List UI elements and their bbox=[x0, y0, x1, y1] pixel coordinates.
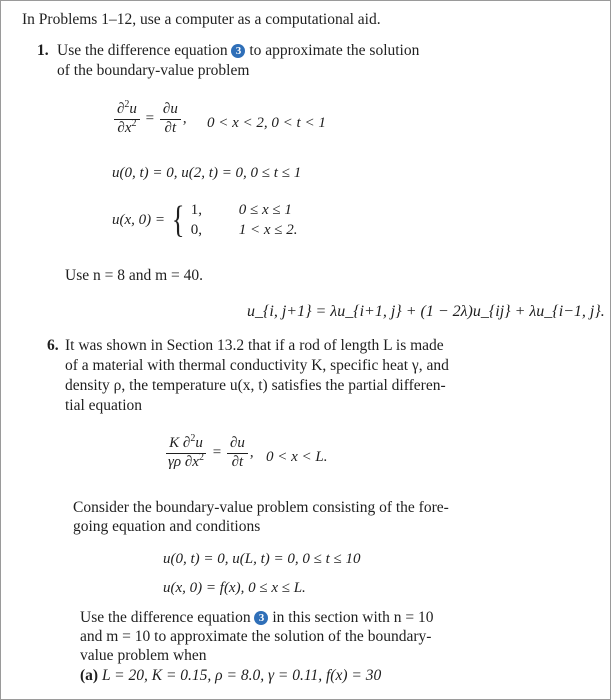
ic-case-1-condition: 0 ≤ x ≤ 1 bbox=[238, 202, 292, 218]
problem-6-line-4: tial equation bbox=[65, 397, 143, 414]
problem-1-pde-domain: 0 < x < 2, 0 < t < 1 bbox=[207, 115, 326, 131]
problem-6-use-line-2: and m = 10 to approximate the solution of the boundary- bbox=[80, 628, 432, 645]
ic-cases bbox=[191, 200, 298, 241]
problem-6-consider-line-2: going equation and conditions bbox=[73, 518, 261, 535]
problem-1-text-b: to approximate the solution bbox=[249, 42, 420, 59]
problem-6-use-b: in this section with n = 10 bbox=[272, 609, 434, 626]
problem-1-initial-condition bbox=[112, 200, 298, 241]
ic-case-1-value: 1, bbox=[190, 202, 203, 218]
problem-6-line-1: It was shown in Section 13.2 that if a rod of length L is made bbox=[65, 337, 444, 354]
problem-6-line-2: of a material with thermal conductivity K, specific heat γ, and bbox=[65, 357, 449, 374]
problem-1-use-values: Use n = 8 and m = 40. bbox=[65, 267, 204, 284]
problem-6-consider-line-1: Consider the boundary-value problem consisting of the fore- bbox=[73, 499, 449, 516]
problem-6-line-3: density ρ, the temperature u(x, t) satisfies the partial differen- bbox=[65, 377, 446, 394]
equation-ref-link[interactable]: 3 bbox=[231, 44, 245, 58]
problem-1-line-1 bbox=[57, 41, 419, 60]
problem-6-use-a: Use the difference equation bbox=[80, 609, 251, 626]
problem-6-part-a bbox=[80, 666, 381, 685]
problem-6-pde: $\frac{K \partial^2u}{\gamma\rho \partial x^2}$ = $\frac{\partial u}{\partial t}$ , bbox=[163, 436, 254, 471]
problem-6-use-line-1 bbox=[80, 608, 433, 627]
equation-ref-link-6[interactable]: 3 bbox=[254, 611, 268, 625]
problem-1-pde: $\frac{\partial^2u}{\partial x^2}$ = $\frac{\partial u}{\partial t}$ , bbox=[112, 102, 187, 137]
problem-1-boundary-conditions: u(0, t) = 0, u(2, t) = 0, 0 ≤ t ≤ 1 bbox=[112, 165, 302, 181]
ic-case-2-value: 0, bbox=[190, 222, 203, 239]
difference-equation: u_{i, j+1} = λu_{i+1, j} + (1 − 2λ)u_{ij} + λu_{i−1, j}. bbox=[247, 303, 605, 320]
problem-1-number: 1. bbox=[37, 42, 49, 59]
problem-6-use-line-3: value problem when bbox=[80, 647, 207, 664]
brace-symbol: { bbox=[171, 199, 185, 242]
part-a-values: L = 20, K = 0.15, ρ = 8.0, γ = 0.11, f(x) = 30 bbox=[101, 667, 382, 684]
problem-6-number: 6. bbox=[47, 337, 59, 354]
problem-6-boundary-conditions: u(0, t) = 0, u(L, t) = 0, 0 ≤ t ≤ 10 bbox=[163, 551, 361, 567]
part-a-label: (a) bbox=[80, 667, 99, 684]
ic-lhs: u(x, 0) = bbox=[112, 211, 166, 228]
problem-1-line-2: of the boundary-value problem bbox=[57, 62, 250, 79]
du-dt-fraction-6: $\frac{\partial u}{\partial t}$ bbox=[227, 436, 248, 471]
problem-6-pde-domain: 0 < x < L. bbox=[266, 449, 328, 465]
ic-case-2-condition: 1 < x ≤ 2. bbox=[238, 222, 298, 239]
problem-1-text-a: Use the difference equation bbox=[57, 42, 228, 59]
d2u-dx2-fraction: $\frac{\partial^2u}{\partial x^2}$ bbox=[114, 102, 140, 137]
problem-6-initial-condition: u(x, 0) = f(x), 0 ≤ x ≤ L. bbox=[163, 580, 306, 596]
k-over-gamma-rho-fraction: $\frac{K \partial^2u}{\gamma\rho \partial x^2}$ bbox=[168, 433, 204, 470]
du-dt-fraction: $\frac{\partial u}{\partial t}$ bbox=[160, 102, 181, 137]
intro-text: In Problems 1–12, use a computer as a computational aid. bbox=[22, 11, 381, 28]
